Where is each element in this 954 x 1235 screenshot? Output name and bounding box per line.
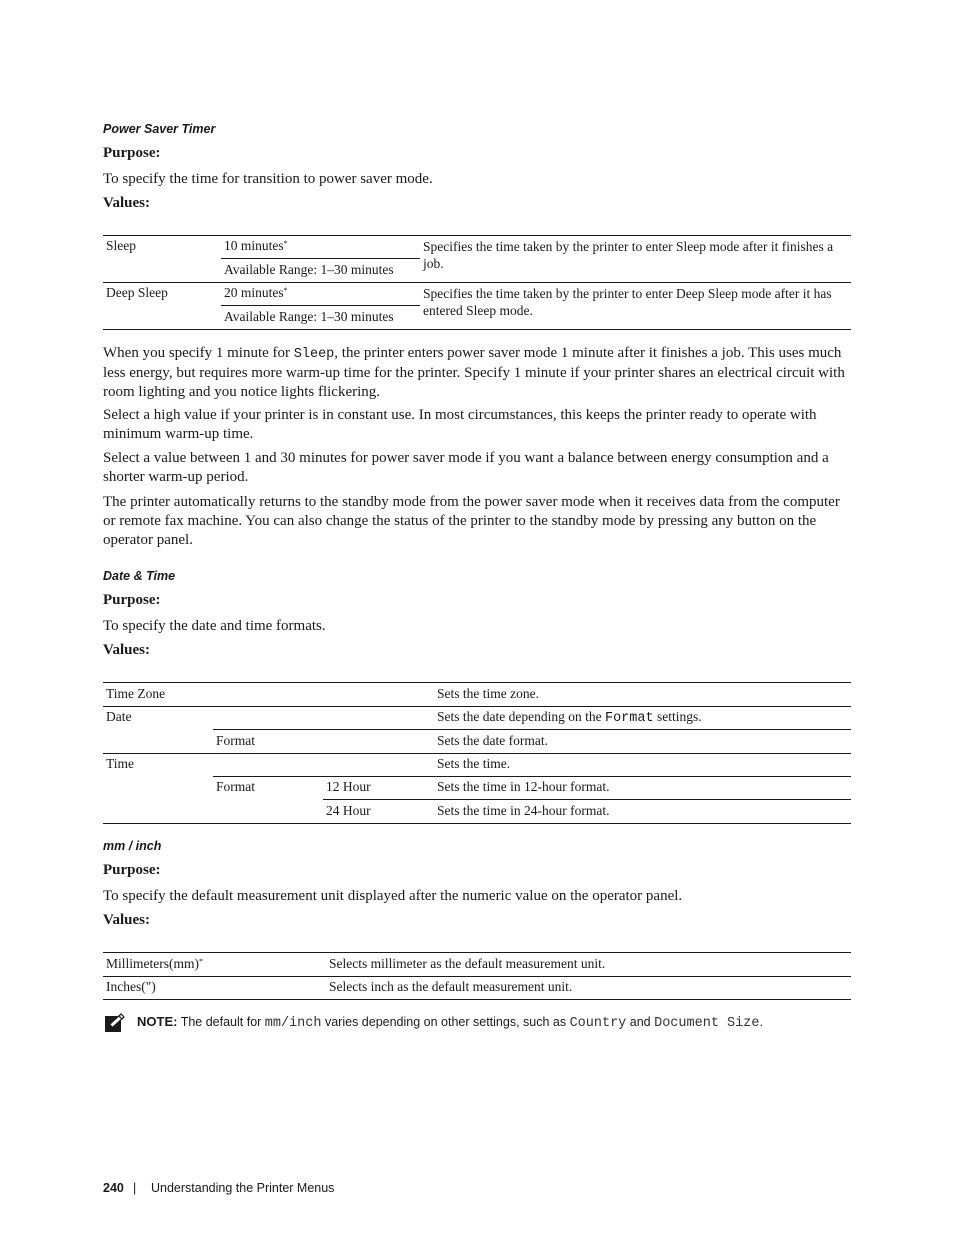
purpose-label: Purpose: bbox=[103, 145, 161, 161]
table-row-default: 10 minutes* bbox=[224, 238, 288, 253]
purpose-label: Purpose: bbox=[103, 592, 161, 608]
section-title-mm-inch: mm / inch bbox=[103, 839, 162, 853]
setting-desc: Sets the date format. bbox=[437, 733, 548, 748]
values-label: Values: bbox=[103, 195, 150, 211]
setting-time-format: Format bbox=[216, 779, 255, 794]
setting-time-zone: Time Zone bbox=[106, 686, 166, 701]
paragraph-balance: Select a value between 1 and 30 minutes for power saver mode if you want a balance between energy consumption and a shorter warm-up period. bbox=[103, 450, 829, 485]
option-12-hour: 12 Hour bbox=[326, 779, 371, 794]
unit-desc: Selects inch as the default measurement unit. bbox=[329, 979, 573, 994]
table-row-range: Available Range: 1–30 minutes bbox=[224, 262, 394, 277]
setting-desc: Sets the time zone. bbox=[437, 686, 539, 701]
section-title-date-time: Date & Time bbox=[103, 569, 176, 583]
purpose-label: Purpose: bbox=[103, 862, 161, 878]
table-row-default: 20 minutes* bbox=[224, 285, 288, 300]
section-title-power-saver-timer: Power Saver Timer bbox=[103, 122, 216, 136]
note-label: NOTE: bbox=[137, 1014, 178, 1029]
table-row-desc: Specifies the time taken by the printer to enter Deep Sleep mode after it has entered Sleep mode. bbox=[423, 286, 832, 318]
setting-desc: Sets the time. bbox=[437, 756, 511, 771]
purpose-text: To specify the time for transition to power saver mode. bbox=[103, 171, 433, 187]
unit-inches: Inches(") bbox=[106, 979, 156, 994]
unit-desc: Selects millimeter as the default measurement unit. bbox=[329, 956, 606, 971]
footer-separator: | bbox=[133, 1181, 137, 1195]
page-number: 240 bbox=[103, 1181, 124, 1195]
paragraph-standby: The printer automatically returns to the standby mode from the power saver mode when it receives data from the computer or remote fax machine. You can also change the status of the printer to the standby mode by pressing any button on the operator panel. bbox=[103, 494, 840, 548]
values-label: Values: bbox=[103, 642, 150, 658]
setting-time: Time bbox=[106, 756, 135, 771]
setting-date: Date bbox=[106, 709, 132, 724]
table-row-desc: Specifies the time taken by the printer to enter Sleep mode after it finishes a job. bbox=[423, 239, 834, 271]
paragraph-high-value: Select a high value if your printer is in constant use. In most circumstances, this keeps the printer ready to operate with minimum warm-up time. bbox=[103, 407, 817, 442]
unit-millimeters: Millimeters(mm)* bbox=[106, 956, 203, 971]
setting-date-format: Format bbox=[216, 733, 255, 748]
pencil-note-icon bbox=[104, 1013, 126, 1033]
table-row-name: Sleep bbox=[106, 238, 136, 253]
table-row-range: Available Range: 1–30 minutes bbox=[224, 309, 394, 324]
setting-desc: Sets the date depending on the Format settings. bbox=[437, 709, 702, 726]
setting-desc: Sets the time in 24-hour format. bbox=[437, 803, 610, 818]
option-24-hour: 24 Hour bbox=[326, 803, 371, 818]
purpose-text: To specify the default measurement unit displayed after the numeric value on the operator panel. bbox=[103, 888, 683, 904]
paragraph-sleep: When you specify 1 minute for Sleep, the printer enters power saver mode 1 minute after it finishes a job. This uses much less energy, but requires more warm-up time for the printer. Specify 1 minute if your printer shares an electrical circuit with room lighting and you notice lights flickering. bbox=[103, 345, 845, 400]
note: NOTE: The default for mm/inch varies depending on other settings, such as Country and Document Size. bbox=[137, 1014, 763, 1031]
purpose-text: To specify the date and time formats. bbox=[103, 618, 326, 634]
setting-desc: Sets the time in 12-hour format. bbox=[437, 779, 610, 794]
chapter-title: Understanding the Printer Menus bbox=[151, 1181, 335, 1195]
table-row-name: Deep Sleep bbox=[106, 285, 168, 300]
values-label: Values: bbox=[103, 912, 150, 928]
